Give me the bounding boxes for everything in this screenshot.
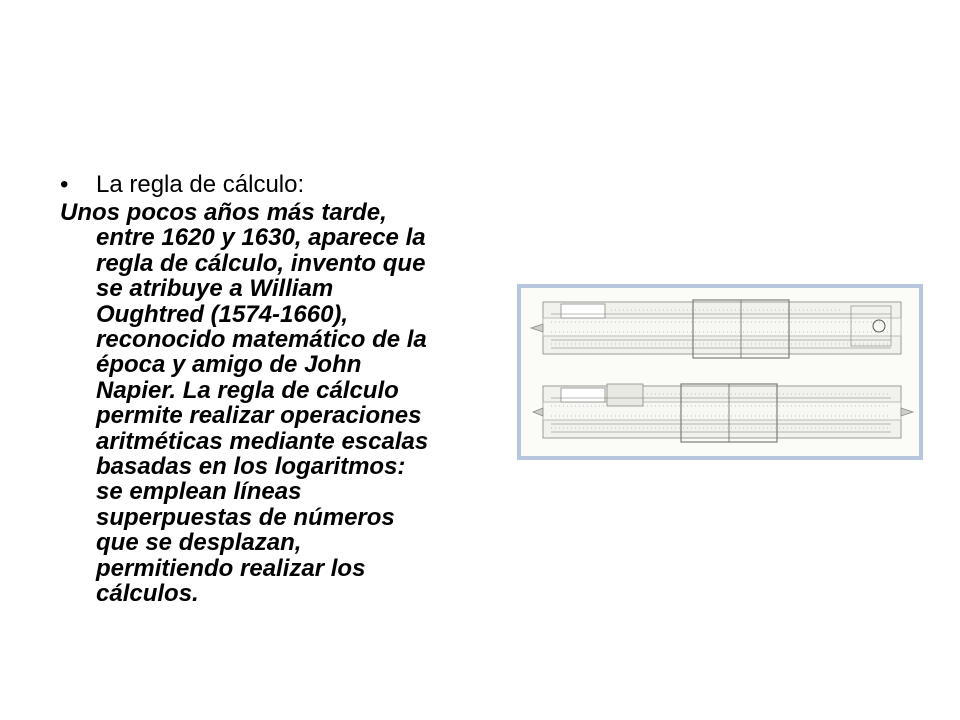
paragraph-line: época y amigo de John: [96, 351, 362, 379]
paragraph-line: se emplean líneas: [96, 478, 302, 506]
paragraph-line: aritméticas mediante escalas: [96, 427, 429, 455]
paragraph-line: superpuestas de números: [96, 503, 395, 531]
slide-rule-bottom: [533, 384, 913, 442]
paragraph-line: reconocido matemático de la: [96, 326, 427, 354]
paragraph-line: permite realizar operaciones: [96, 402, 422, 430]
paragraph-line: basadas en los logaritmos:: [96, 453, 406, 481]
paragraph-line: Napier. La regla de cálculo: [96, 376, 399, 404]
slide-rule-illustration: [521, 288, 919, 456]
heading-text: La regla de cálculo:: [96, 171, 305, 198]
bullet-heading: [60, 171, 304, 199]
paragraph-line: permitiendo realizar los: [96, 554, 366, 582]
slide-rule-image: [517, 284, 923, 460]
paragraph-line: Oughtred (1574-1660),: [96, 300, 349, 328]
paragraph-line: se atribuye a William: [96, 275, 334, 303]
bullet-icon: •: [60, 171, 69, 198]
paragraph-line: entre 1620 y 1630, aparece la: [96, 224, 426, 252]
slide-rule-top: [531, 300, 901, 358]
body-paragraph: [60, 200, 470, 607]
paragraph-line: que se desplazan,: [96, 529, 302, 557]
paragraph-line: regla de cálculo, invento que: [96, 249, 426, 277]
paragraph-line: cálculos.: [96, 580, 199, 608]
paragraph-line: Unos pocos años más tarde,: [60, 199, 387, 226]
